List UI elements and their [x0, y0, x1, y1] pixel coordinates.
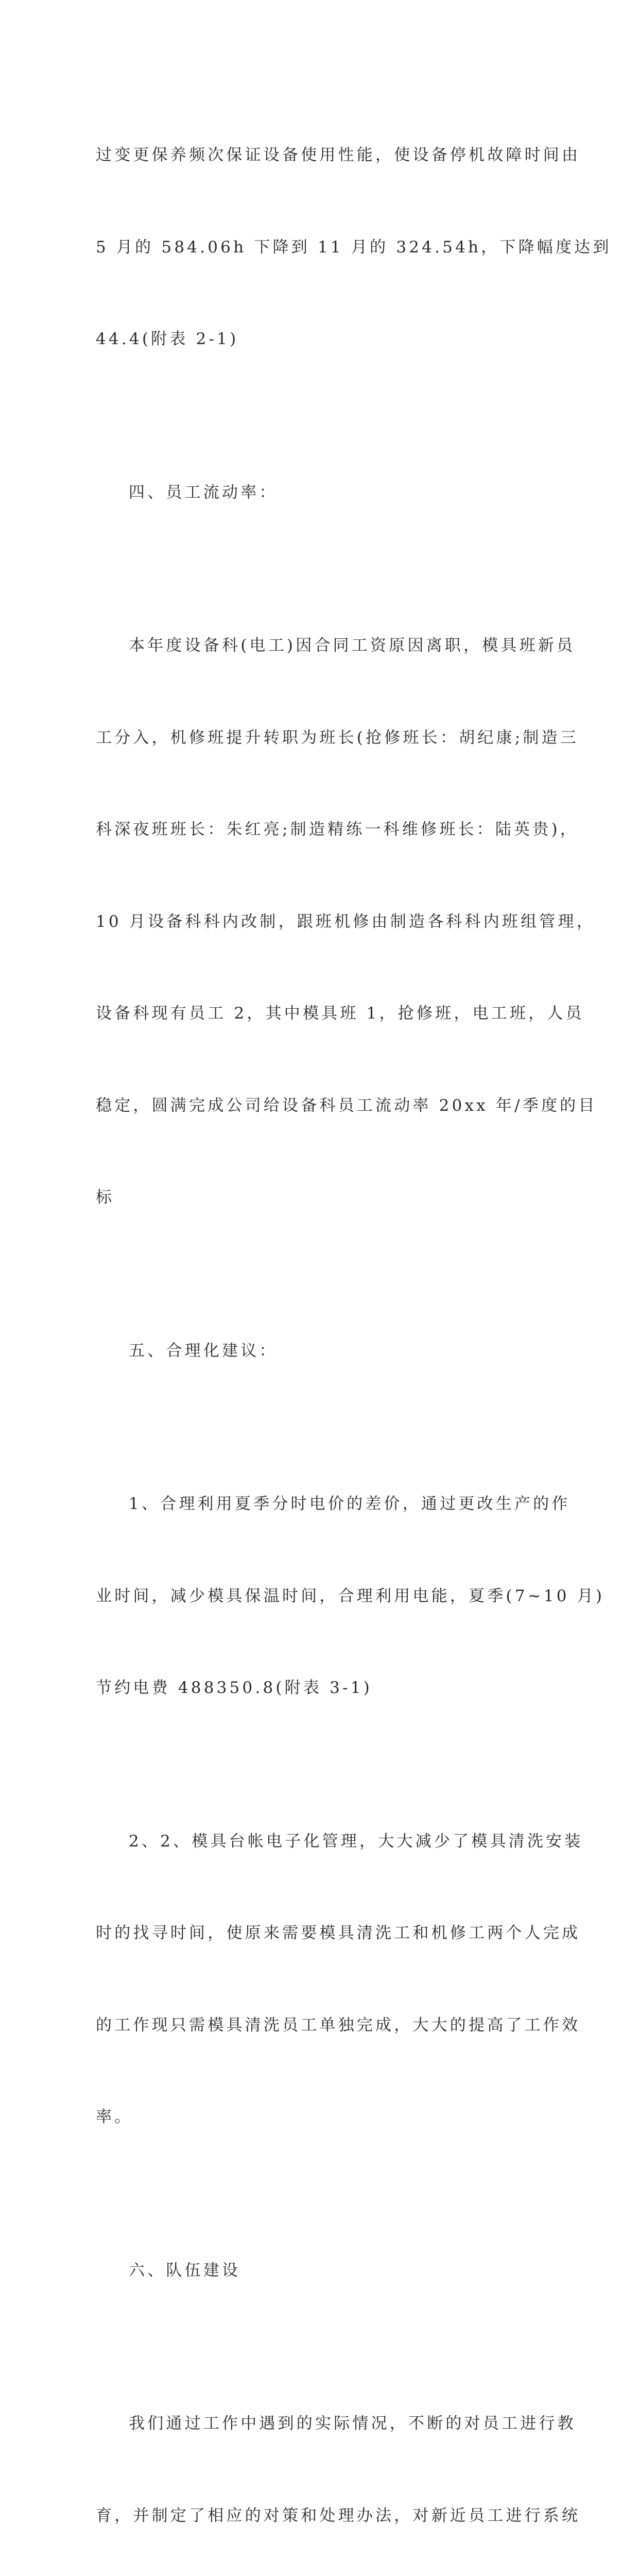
text-line: 本年度设备科(电工)因合同工资原因离职，模具班新员	[129, 636, 576, 655]
section-heading: 四、员工流动率：	[129, 483, 278, 502]
heading-team-building	[96, 2194, 544, 2348]
paragraph-suggestion-2	[96, 1765, 583, 2194]
text-line: 节约电费 488350.8(附表 3-1)	[96, 1679, 372, 1697]
text-line: 44.4(附表 2-1)	[96, 330, 239, 348]
paragraph-employee-turnover	[96, 569, 597, 1275]
text-line: 业时间，减少模具保温时间，合理利用电能，夏季(7~10 月)	[96, 1586, 605, 1605]
heading-rationalization-suggestions	[96, 1275, 544, 1428]
text-line: 我们通过工作中遇到的实际情况，不断的对员工进行教	[129, 2414, 576, 2433]
text-line: 设备科现有员工 2，其中模具班 1，抢修班，电工班，人员	[96, 1004, 584, 1023]
text-line: 工分入，机修班提升转职为班长(抢修班长：胡纪康;制造三	[96, 728, 579, 747]
text-line: 5 月的 584.06h 下降到 11 月的 324.54h，下降幅度达到	[96, 238, 612, 257]
paragraph-downtime-continuation	[96, 79, 612, 416]
text-line: 2、2、模具台帐电子化管理，大大减少了模具清洗安装	[129, 1832, 583, 1851]
document-body	[96, 79, 612, 2576]
section-heading: 六、队伍建设	[129, 2261, 241, 2280]
heading-employee-turnover	[96, 416, 544, 570]
text-line: 的工作现只需模具清洗员工单独完成，大大的提高了工作效	[96, 2015, 581, 2035]
text-line: 育，并制定了相应的对策和处理办法，对新近员工进行系统	[96, 2506, 581, 2525]
text-line: 稳定，圆满完成公司给设备科员工流动率 20xx 年/季度的目	[96, 1096, 597, 1115]
text-line: 1、合理利用夏季分时电价的差价，通过更改生产的作	[129, 1495, 571, 1513]
text-line: 时的找寻时间，使原来需要模具清洗工和机修工两个人完成	[96, 1924, 581, 1942]
text-line: 过变更保养频次保证设备使用性能，使设备停机故障时间由	[96, 146, 581, 164]
text-line: 率。	[96, 2108, 133, 2126]
section-heading: 五、合理化建议：	[129, 1341, 278, 1360]
text-line: 10 月设备科科内改制，跟班机修由制造各科科内班组管理，	[96, 912, 595, 931]
text-line: 标	[96, 1188, 115, 1207]
paragraph-team-building	[96, 2347, 581, 2576]
text-line: 科深夜班班长：朱红亮;制造精练一科维修班长：陆英贵)，	[96, 820, 579, 839]
paragraph-suggestion-1	[96, 1428, 605, 1765]
